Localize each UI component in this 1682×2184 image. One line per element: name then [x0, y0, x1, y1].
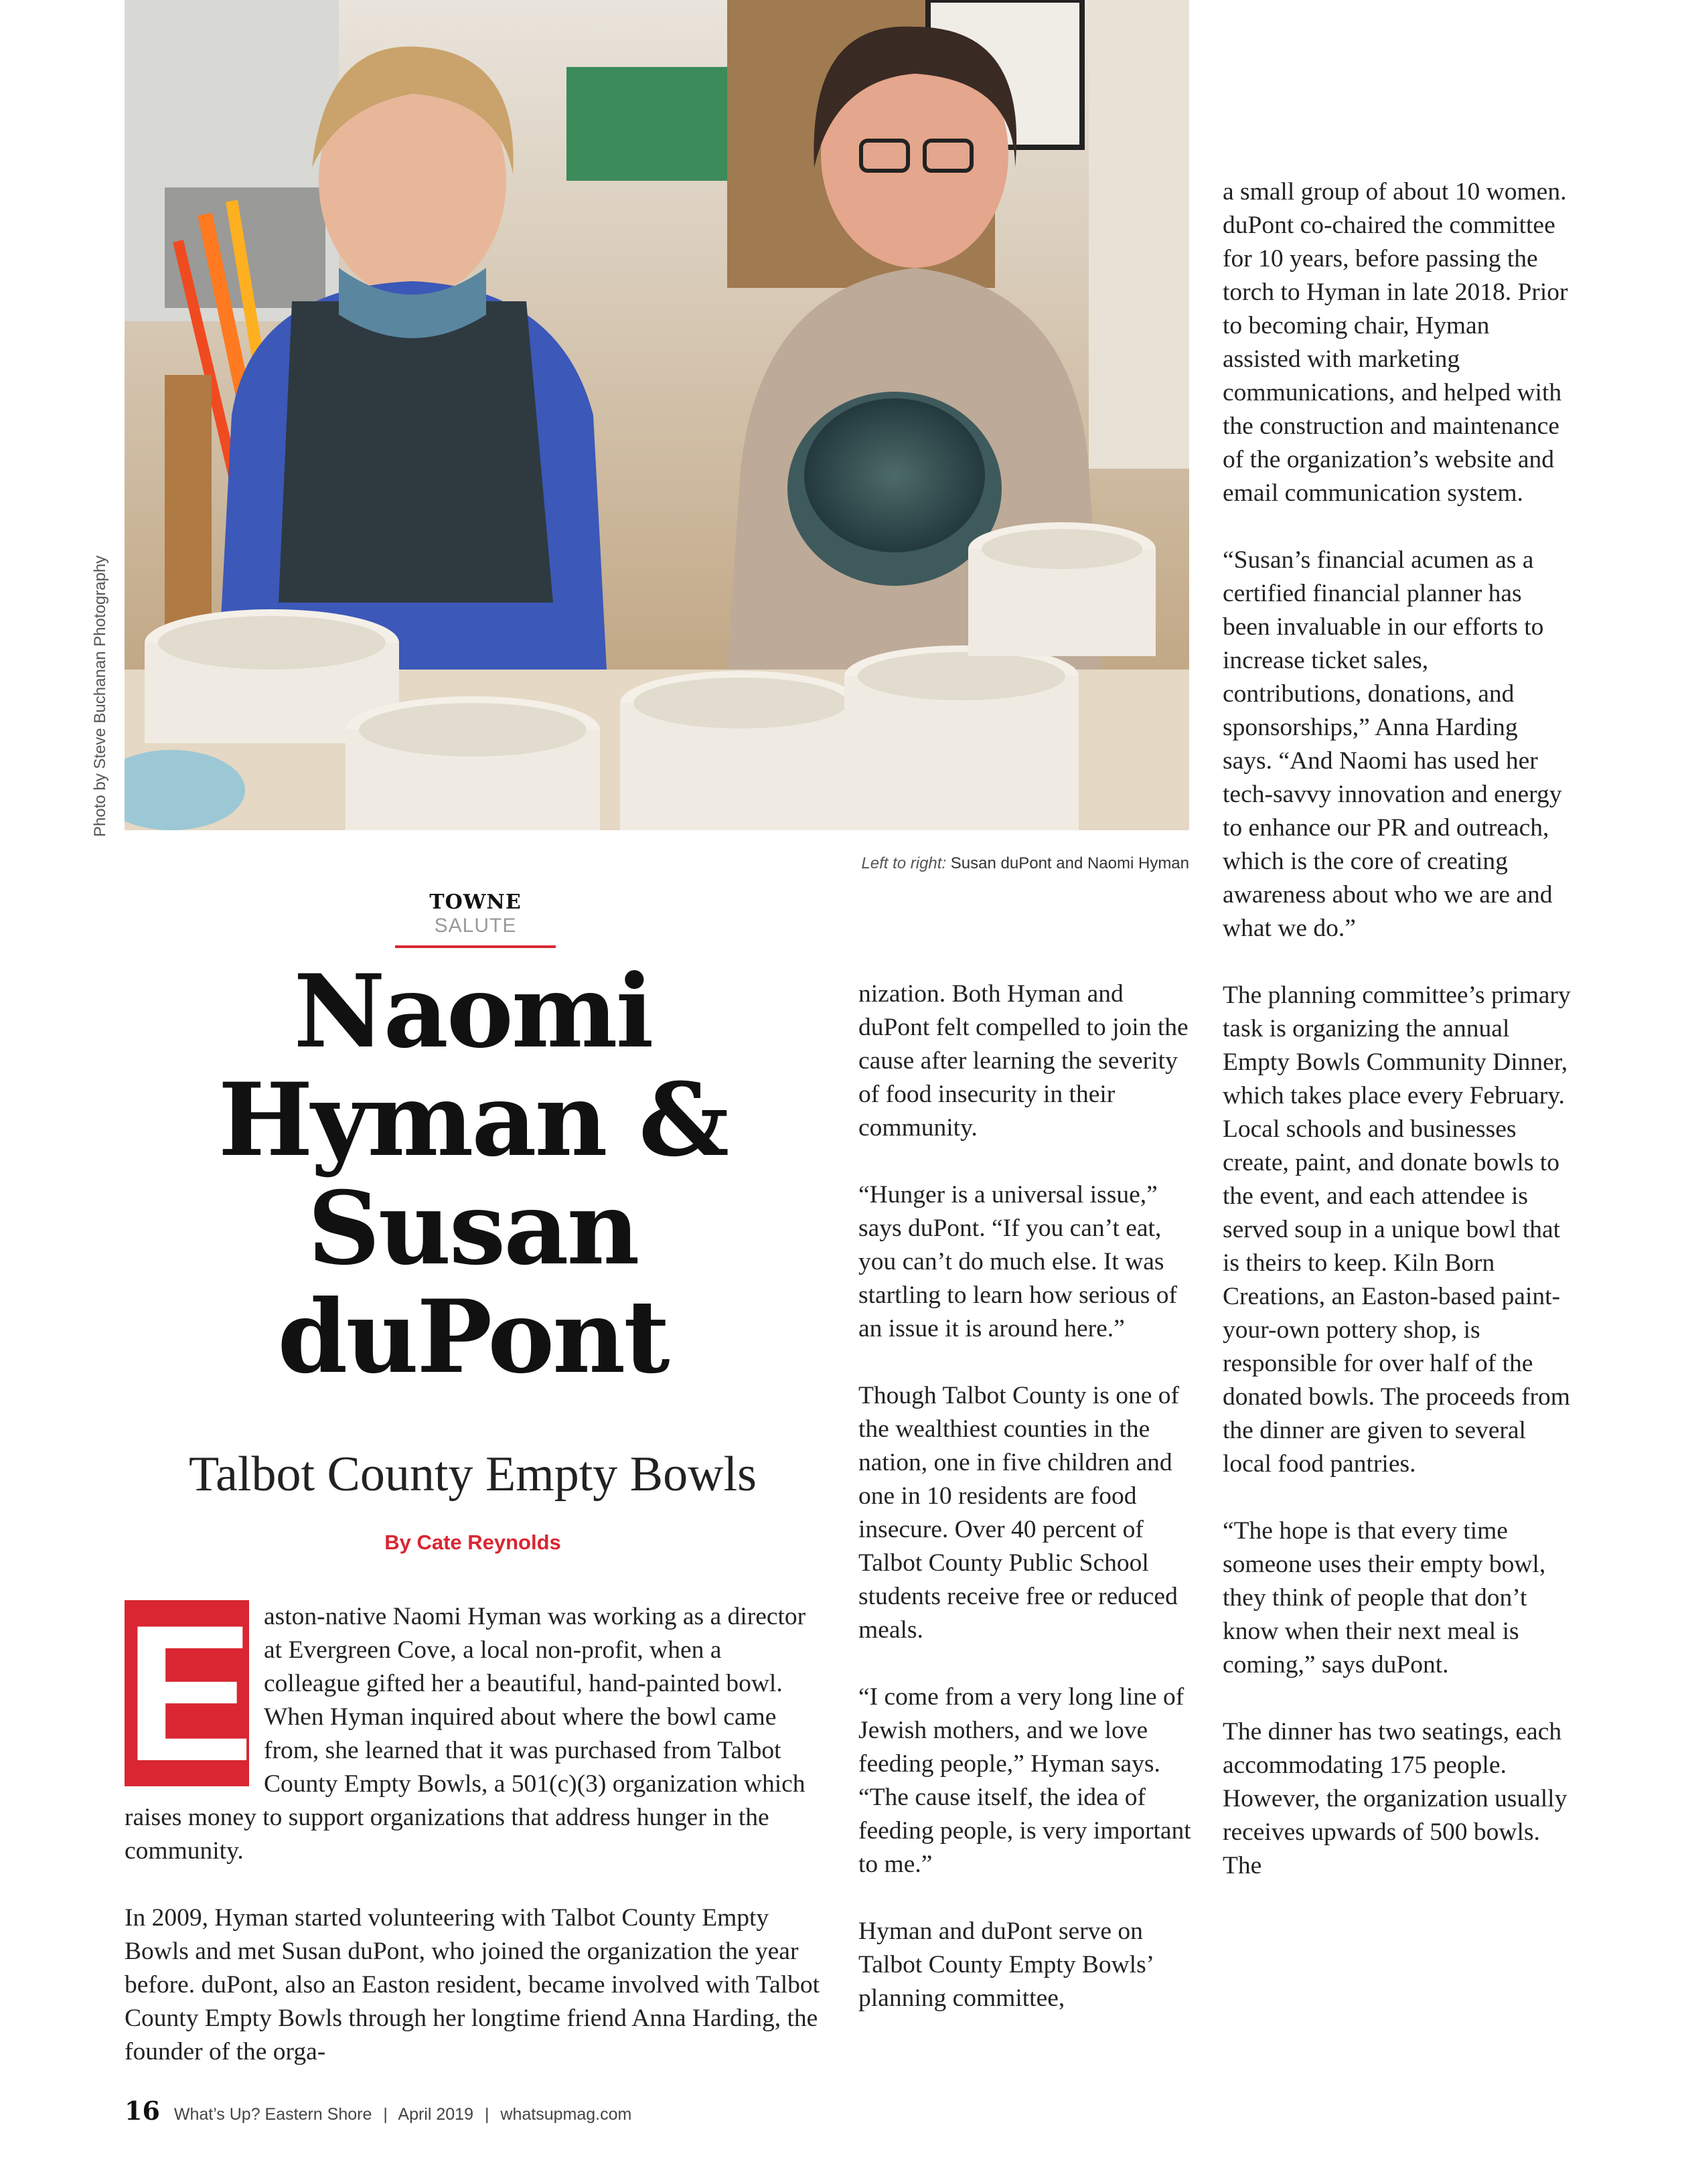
section-label [395, 890, 556, 948]
article-column-2 [858, 978, 1193, 2015]
headline-line: Susan [307, 1170, 638, 1288]
page-footer [125, 2096, 631, 2126]
article-paragraph: Though Talbot County is one of the wealthiest counties in the nation, one in five children and one in 10 residents are food insecure. Over 40 percent of Talbot County Public School students receive free or reduced meals. [858, 1382, 1179, 1644]
caption-text: Susan duPont and Naomi Hyman [950, 854, 1189, 872]
magazine-name: What’s Up? Eastern Shore [173, 2105, 372, 2124]
article-paragraph: “I come from a very long line of Jewish mothers, and we love feeding people,” Hyman says. “The cause itself, the idea of feeding people, is very important to me.” [858, 1683, 1191, 1878]
section-label-bold: TOWNE [429, 890, 522, 914]
article-column-3 [1223, 175, 1571, 1883]
article-paragraph: a small group of about 10 women. duPont co-chaired the committee for 10 years, before passing the torch to Hyman in late 2018. Prior to becoming chair, Hyman assisted with marketing communications, and helped with the construction and maintenance of the organization’s website and email communication system. [1223, 178, 1568, 507]
paragraph-text: aston-native Naomi Hyman was working as a director at Evergreen Cove, a local non-profit, when a colleague gifted her a beautiful, hand-painted bowl. When Hyman inquired about where the bowl came from, she learned that it was purchased from Talbot County Empty Bowls, a 501(c)(3) organization which raises money to support organizations that address hunger in the community. [125, 1603, 806, 1865]
issue-date: April 2019 [398, 2105, 473, 2124]
headline-line: Naomi [293, 953, 652, 1071]
article-column-1 [125, 1585, 821, 2069]
article-paragraph: In 2009, Hyman started volunteering with Talbot County Empty Bowls and met Susan duPont, who joined the organization the year before. duPont, also an Easton resident, became involved with Talbot County Empty Bowls through her longtime friend Anna Harding, the founder of the orga- [125, 1904, 820, 2065]
article-paragraph: nization. Both Hyman and duPont felt compelled to join the cause after learning the severity of food insecurity in their community. [858, 980, 1189, 1142]
article-paragraph [125, 1585, 821, 1868]
article-paragraph: Hyman and duPont serve on Talbot County Empty Bowls’ planning committee, [858, 1918, 1153, 2012]
byline: By Cate Reynolds [384, 1531, 561, 1554]
article-paragraph: The dinner has two seatings, each accommodating 175 people. However, the organization usually receives upwards of 500 bowls. The [1223, 1718, 1568, 1879]
website-link[interactable]: whatsupmag.com [500, 2105, 632, 2124]
article-paragraph: “Susan’s financial acumen as a certified financial planner has been invaluable in our efforts to increase ticket sales, contributions, donations, and sponsorships,” Anna Harding says. “And Naomi has used her tech-savvy innovation and energy to enhance our PR and outreach, which is the core of creating awareness about who we are and what we do.” [1223, 546, 1562, 942]
dropcap-letter: E [125, 1585, 254, 1802]
photo-credit: Photo by Steve Buchanan Photography [91, 555, 109, 837]
article-photo [125, 0, 1189, 830]
dropcap [125, 1585, 254, 1802]
deck: Talbot County Empty Bowls [189, 1447, 757, 1502]
photo-caption [861, 854, 1189, 873]
headline-line: duPont [277, 1278, 668, 1396]
footer-separator: | [383, 2105, 388, 2124]
photo-illustration [125, 0, 1189, 830]
headline-line: Hyman & [218, 1061, 728, 1179]
article-paragraph: The planning committee’s primary task is organizing the annual Empty Bowls Community Dinner, which takes place every February. Local schools and businesses create, paint, and donate bowls to the event, and each attendee is served soup in a unique bowl that is theirs to keep. Kiln Born Creations, an Easton-based paint-your-own pottery shop, is responsible for over half of the donated bowls. The proceeds from the dinner are given to several local food pantries. [1223, 982, 1571, 1478]
caption-prefix: Left to right: [861, 854, 947, 872]
headline [125, 953, 821, 1396]
section-label-light: SALUTE [434, 915, 517, 937]
page-number: 16 [125, 2096, 160, 2126]
article-paragraph: “Hunger is a universal issue,” says duPont. “If you can’t eat, you can’t do much else. It was startling to learn how serious of an issue it is around here.” [858, 1181, 1177, 1342]
article-paragraph: “The hope is that every time someone uses their empty bowl, they think of people that don’t know when their next meal is coming,” says duPont. [1223, 1517, 1546, 1679]
footer-separator: | [484, 2105, 489, 2124]
